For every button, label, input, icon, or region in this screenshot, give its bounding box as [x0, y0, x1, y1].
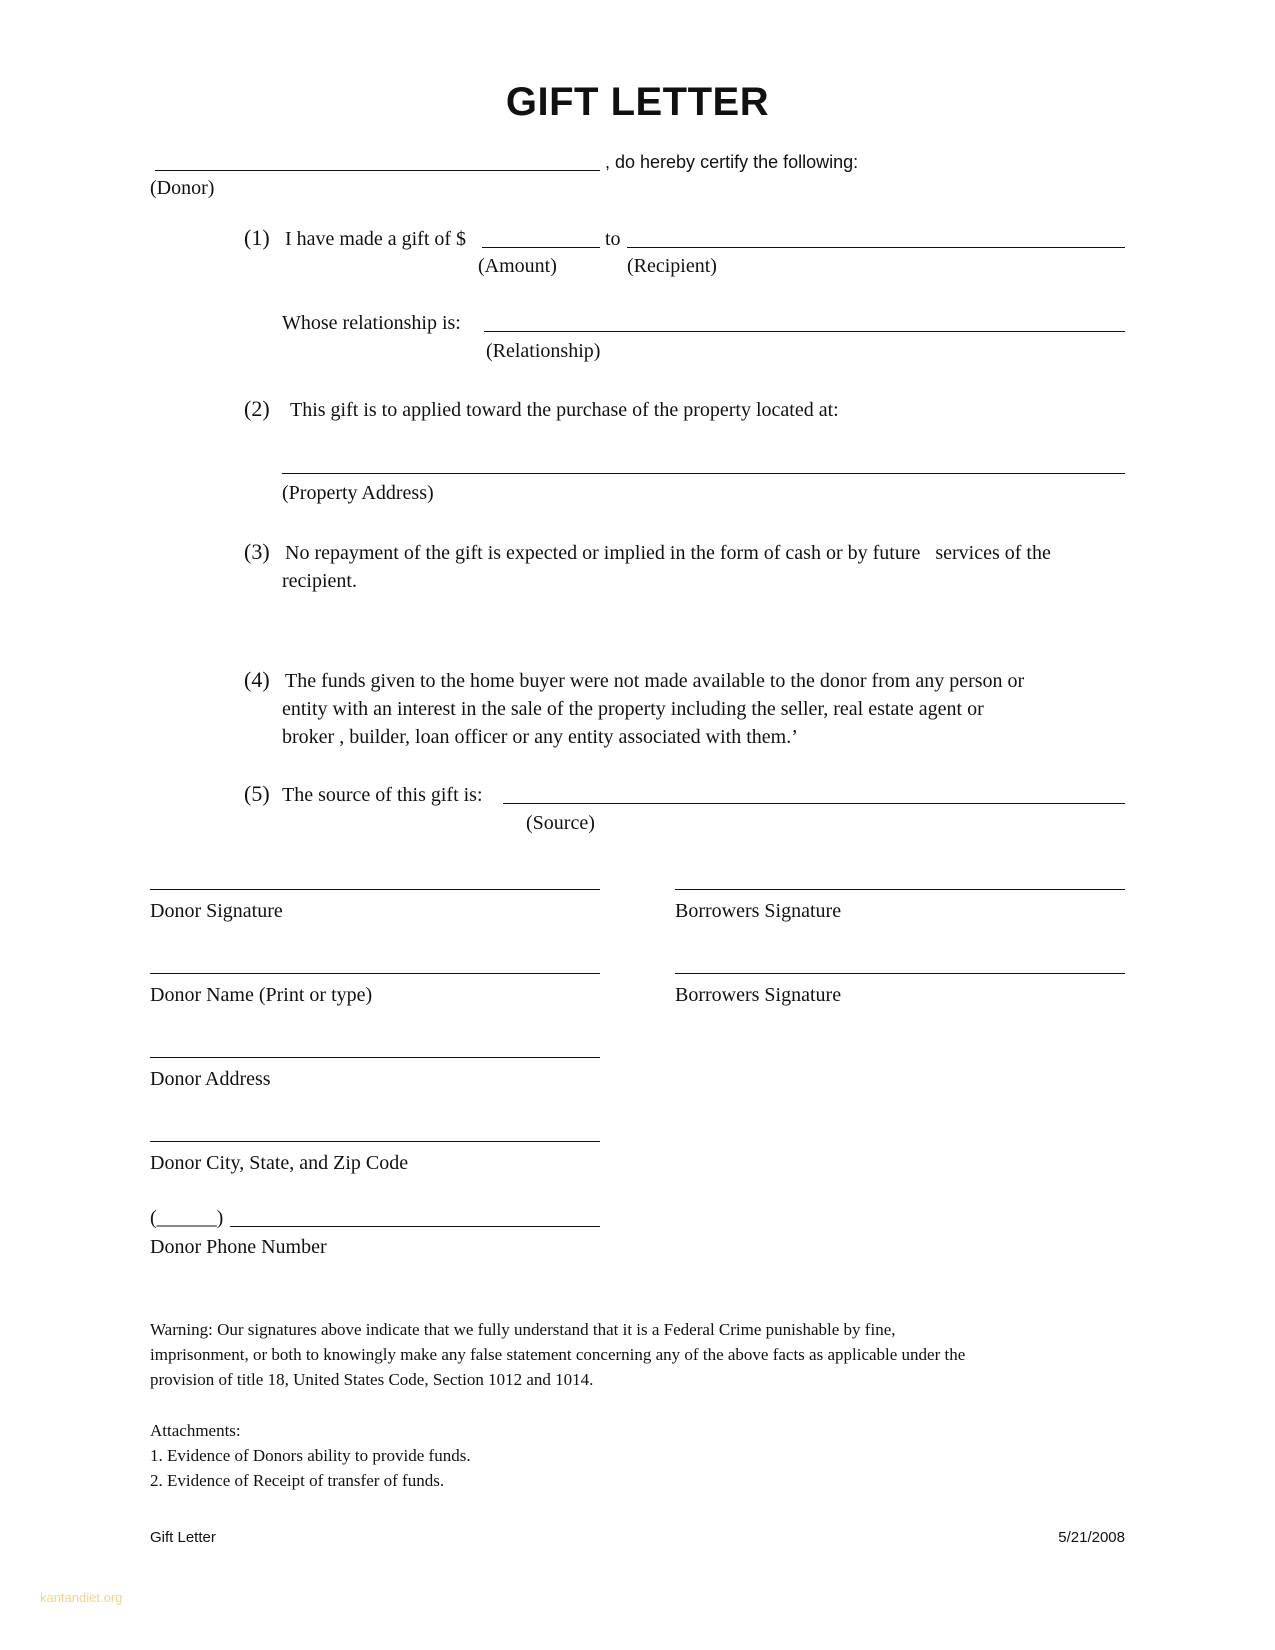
- item-4-number: (4): [244, 667, 270, 692]
- page-title: GIFT LETTER: [505, 80, 770, 124]
- item-1-number: (1): [244, 225, 270, 250]
- borrower-signature-2-line[interactable]: [675, 973, 1125, 974]
- item-3-number: (3): [244, 539, 270, 564]
- donor-city-line[interactable]: [150, 1141, 600, 1142]
- amount-label: (Amount): [478, 255, 557, 277]
- certify-text: , do hereby certify the following:: [605, 152, 859, 172]
- donor-signature-line[interactable]: [150, 889, 600, 890]
- donor-phone-line[interactable]: [230, 1226, 600, 1227]
- item-2-text: This gift is to applied toward the purchase of the property located at:: [290, 399, 839, 421]
- donor-field-line[interactable]: [155, 170, 600, 171]
- footer-left: Gift Letter: [150, 1529, 216, 1546]
- warning-line-1: Warning: Our signatures above indicate that we fully understand that it is a Federal Crime punishable by fine,: [150, 1320, 896, 1339]
- relationship-field-line[interactable]: [484, 331, 1125, 332]
- property-address-label: (Property Address): [282, 482, 434, 504]
- source-label: (Source): [526, 812, 595, 834]
- item-2-number: (2): [244, 396, 270, 421]
- property-address-field-line[interactable]: [282, 473, 1125, 474]
- relationship-text: Whose relationship is:: [282, 312, 461, 334]
- amount-field-line[interactable]: [482, 247, 600, 248]
- recipient-field-line[interactable]: [627, 247, 1125, 248]
- donor-name-line[interactable]: [150, 973, 600, 974]
- donor-name-label: Donor Name (Print or type): [150, 984, 373, 1006]
- item-4-line-2: entity with an interest in the sale of the property including the seller, real estate agent or: [282, 698, 984, 720]
- item-4-line-1: The funds given to the home buyer were not made available to the donor from any person or: [285, 670, 1025, 692]
- attachment-item: 2. Evidence of Receipt of transfer of funds.: [150, 1471, 445, 1490]
- donor-phone-label: Donor Phone Number: [150, 1236, 327, 1258]
- watermark-text: kantandiet.org: [40, 1590, 123, 1605]
- attachment-item: 1. Evidence of Donors ability to provide funds.: [150, 1446, 471, 1465]
- item-5-number: (5): [244, 781, 270, 806]
- item-3-line-1: No repayment of the gift is expected or implied in the form of cash or by future services of the: [285, 542, 1051, 564]
- warning-line-2: imprisonment, or both to knowingly make any false statement concerning any of the above facts as applicable under the: [150, 1345, 966, 1364]
- footer-date: 5/21/2008: [1058, 1529, 1125, 1546]
- borrower-signature-1-line[interactable]: [675, 889, 1125, 890]
- donor-address-label: Donor Address: [150, 1068, 271, 1090]
- phone-area-code: (______): [150, 1207, 224, 1229]
- donor-label: (Donor): [150, 177, 215, 199]
- item-5-text: The source of this gift is:: [282, 784, 483, 806]
- donor-signature-label: Donor Signature: [150, 900, 283, 922]
- borrower-signature-2-label: Borrowers Signature: [675, 984, 842, 1006]
- attachments-heading: Attachments:: [150, 1421, 241, 1440]
- relationship-label: (Relationship): [486, 340, 601, 362]
- donor-address-line[interactable]: [150, 1057, 600, 1058]
- item-4-line-3: broker , builder, loan officer or any entity associated with them.’: [282, 726, 798, 748]
- borrower-signature-1-label: Borrowers Signature: [675, 900, 842, 922]
- recipient-label: (Recipient): [627, 255, 717, 277]
- source-field-line[interactable]: [503, 803, 1125, 804]
- item-1-to: to: [605, 228, 621, 250]
- item-1-text: I have made a gift of $: [285, 228, 467, 250]
- donor-city-label: Donor City, State, and Zip Code: [150, 1152, 409, 1174]
- warning-line-3: provision of title 18, United States Code, Section 1012 and 1014.: [150, 1370, 594, 1389]
- item-3-line-2: recipient.: [282, 570, 357, 592]
